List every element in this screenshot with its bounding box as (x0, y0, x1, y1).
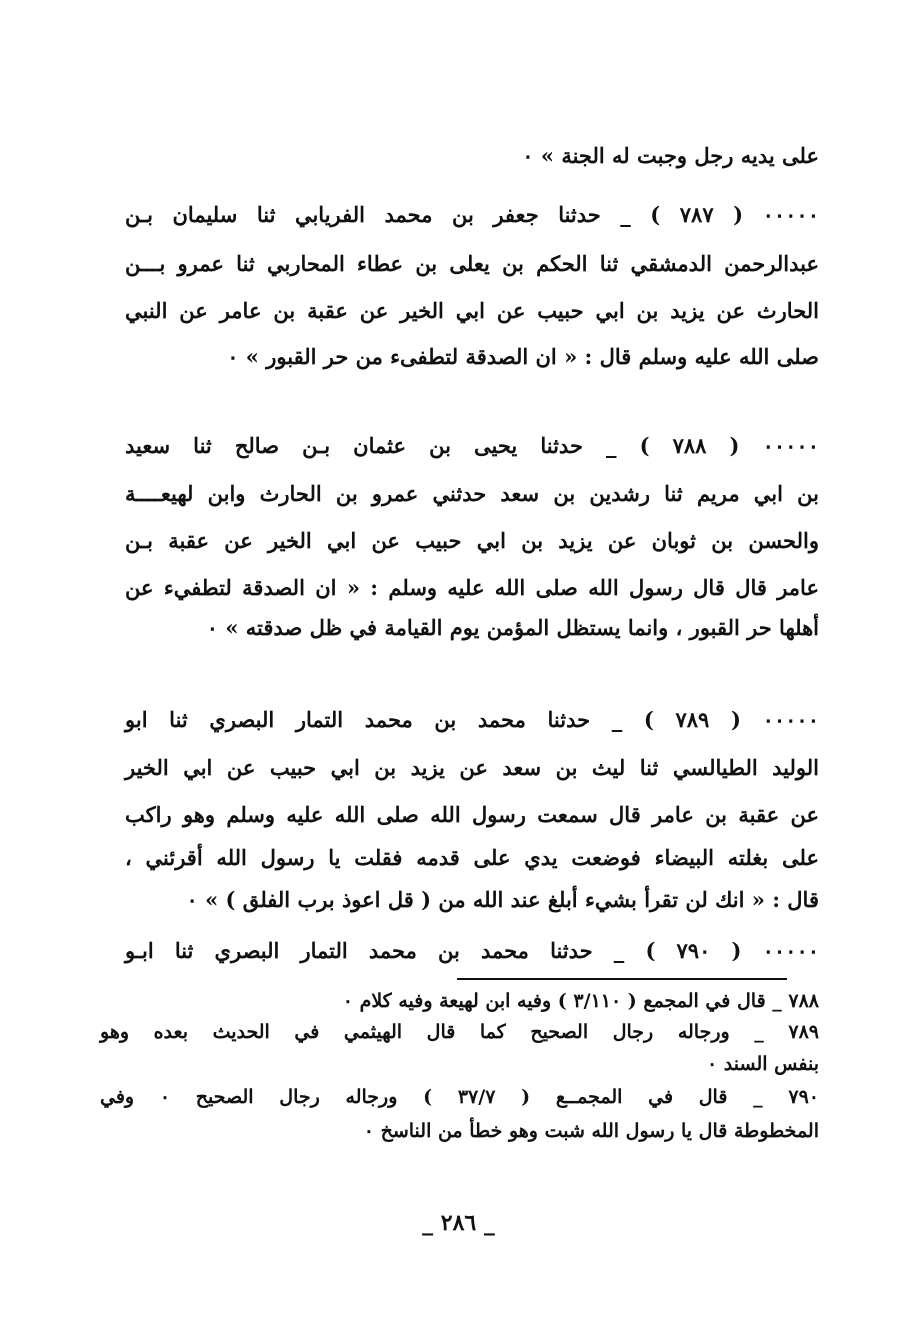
hadith-787-line-1: ٠٠٠٠٠ ( ٧٨٧ ) _ حدثنا جعفر بن محمد الفريابي ثنا سليمان بـن (125, 202, 819, 227)
hadith-790-line-1: ٠٠٠٠٠ ( ٧٩٠ ) _ حدثنا محمد بن محمد التمار البصري ثنا ابـو (125, 938, 820, 963)
hadith-789-line-4: على بغلته البيضاء فوضعت يدي على قدمه فقلت يا رسول الله أقرئني ، (125, 845, 819, 870)
footnote-790-line-1: ٧٩٠ _ قال في المجمــع ( ٣٧/٧ ) ورجاله رجال الصحيح ٠ وفي (100, 1086, 819, 1108)
hadith-788-line-3: والحسن بن ثوبان عن يزيد بن ابي حبيب عن ابي الخير عن عقبة بـن (125, 528, 819, 553)
footnote-separator (457, 978, 787, 980)
hadith-787-line-3: الحارث عن يزيد بن ابي حبيب عن ابي الخير عن عقبة بن عامر عن النبي (125, 298, 819, 323)
hadith-789-line-2: الوليد الطيالسي ثنا ليث بن سعد عن يزيد بن ابي حبيب عن ابي الخير (125, 755, 819, 780)
hadith-788-line-2: بن ابي مريم ثنا رشدين بن سعد حدثني عمرو بن الحارث وابن لهيعــــة (125, 481, 819, 506)
footnote-789-line-1: ٧٨٩ _ ورجاله رجال الصحيح كما قال الهيثمي في الحديث بعده وهو (100, 1021, 819, 1043)
hadith-788-line-4: عامر قال قال رسول الله صلى الله عليه وسلم : « ان الصدقة لتطفيء عن (125, 575, 819, 600)
text-line-1: على يديه رجل وجبت له الجنة » ٠ (522, 143, 819, 168)
hadith-789-line-1: ٠٠٠٠٠ ( ٧٨٩ ) _ حدثنا محمد بن محمد التمار البصري ثنا ابو (125, 707, 819, 732)
hadith-787-line-2: عبدالرحمن الدمشقي ثنا الحكم بن يعلى بن عطاء المحاربي ثنا عمرو بـــن (125, 251, 819, 276)
page-number: _ ٢٨٦ _ (422, 1210, 495, 1236)
footnote-790-line-2: المخطوطة قال يا رسول الله شبت وهو خطأ من الناسخ ٠ (363, 1120, 819, 1142)
hadith-788-line-1: ٠٠٠٠٠ ( ٧٨٨ ) _ حدثنا يحيى بن عثمان بـن صالح ثنا سعيد (125, 433, 819, 458)
footnote-788: ٧٨٨ _ قال في المجمع ( ٣/١١٠ ) وفيه ابن لهيعة وفيه كلام ٠ (342, 990, 819, 1012)
footnote-789-line-2: بنفس السند ٠ (706, 1053, 819, 1075)
hadith-788-line-5: أهلها حر القبور ، وانما يستظل المؤمن يوم القيامة في ظل صدقته » ٠ (206, 615, 819, 640)
hadith-789-line-5: قال : « انك لن تقرأ بشيء أبلغ عند الله من ( قل اعوذ برب الفلق ) » ٠ (186, 887, 819, 912)
hadith-789-line-3: عن عقبة بن عامر قال سمعت رسول الله صلى الله عليه وسلم وهو راكب (125, 802, 819, 827)
hadith-787-line-4: صلى الله عليه وسلم قال : « ان الصدقة لتطفىء من حر القبور » ٠ (227, 344, 819, 369)
